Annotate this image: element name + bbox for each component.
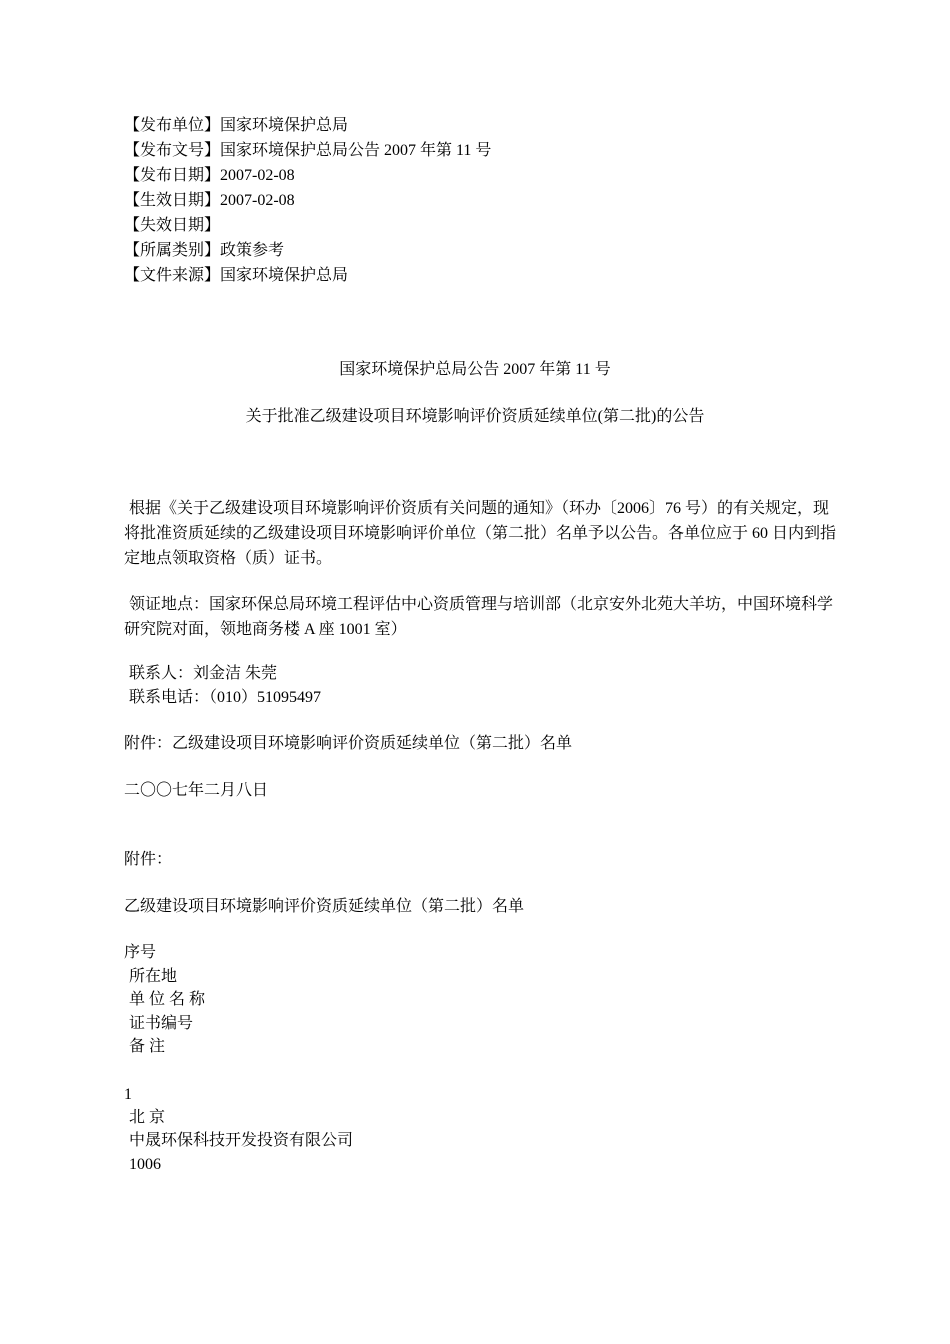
signature-date: 二〇〇七年二月八日 — [124, 782, 269, 799]
header-cell-number: 序号 — [124, 944, 157, 961]
appendix-title: 乙级建设项目环境影响评价资质延续单位（第二批）名单 — [124, 898, 525, 915]
meta-publish-date: 【发布日期】2007-02-08 — [124, 167, 295, 184]
header-cell-location: 所在地 — [129, 968, 178, 985]
row-cell-unit-name: 中晟环保科技开发投资有限公司 — [129, 1132, 354, 1149]
row-cell-location: 北 京 — [129, 1109, 166, 1126]
meta-category: 【所属类别】政策参考 — [124, 242, 285, 259]
meta-source: 【文件来源】国家环境保护总局 — [124, 267, 349, 284]
meta-doc-number: 【发布文号】国家环境保护总局公告 2007 年第 11 号 — [124, 142, 492, 159]
meta-expiry-date: 【失效日期】 — [124, 217, 221, 234]
contact-phone: 联系电话：（010）51095497 — [129, 689, 322, 706]
header-cell-remarks: 备 注 — [129, 1038, 166, 1055]
row-cell-number: 1 — [124, 1086, 132, 1103]
body-paragraph-regulation: 根据《关于乙级建设项目环境影响评价资质有关问题的通知》（环办〔2006〕76 号）的有关规定，现将批准资质延续的乙级建设项目环境影响评价单位（第二批）名单予以公告。各单位应于 60 日内到指定地点领取资格（质）证书。 — [124, 500, 837, 567]
row-cell-certificate: 1006 — [129, 1156, 161, 1173]
attachment-reference: 附件：乙级建设项目环境影响评价资质延续单位（第二批）名单 — [124, 735, 573, 752]
header-cell-unit-name: 单 位 名 称 — [129, 991, 206, 1008]
meta-issuer: 【发布单位】国家环境保护总局 — [124, 117, 349, 134]
contact-person: 联系人：刘金洁 朱莞 — [129, 665, 278, 682]
body-paragraph-location: 领证地点：国家环保总局环境工程评估中心资质管理与培训部（北京安外北苑大羊坊，中国环境科学研究院对面，领地商务楼 A 座 1001 室） — [124, 596, 834, 638]
announcement-title: 关于批准乙级建设项目环境影响评价资质延续单位(第二批)的公告 — [245, 408, 705, 425]
announcement-number: 国家环境保护总局公告 2007 年第 11 号 — [339, 361, 611, 378]
meta-effective-date: 【生效日期】2007-02-08 — [124, 192, 295, 209]
appendix-label: 附件： — [124, 851, 173, 868]
header-cell-certificate: 证书编号 — [129, 1015, 194, 1032]
